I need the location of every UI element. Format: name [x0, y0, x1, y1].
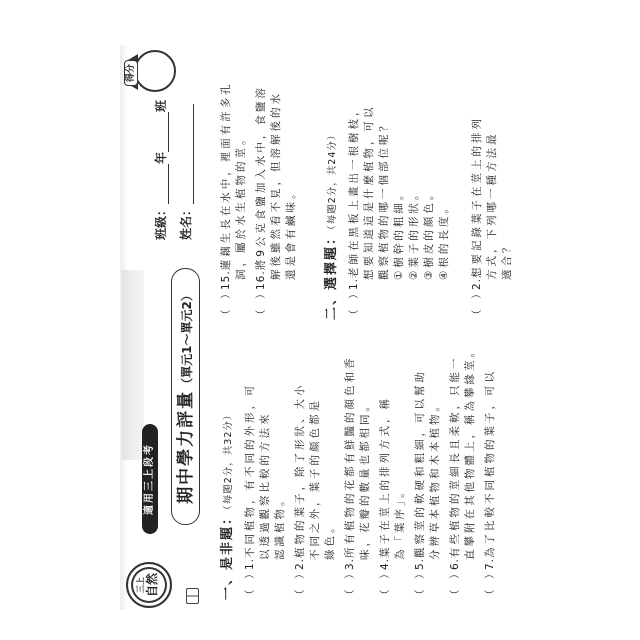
option-text: 樹幹的粗細。 [393, 186, 405, 268]
exam-page [120, 45, 525, 610]
true-false-item [378, 336, 408, 600]
option-number: ③ [423, 267, 435, 280]
answer-blank: （ ） [348, 288, 360, 320]
answer-blank: （ ） [255, 288, 267, 320]
title-units: （單元1～單元2） [180, 289, 194, 390]
question-line: 方式，下列哪一種方法最 [486, 131, 498, 280]
item-line: 為「葉序」。 [394, 484, 406, 560]
section-heading-true-false [217, 336, 238, 600]
option [392, 50, 407, 320]
true-false-item [293, 336, 338, 600]
true-false-item [254, 50, 299, 320]
section-points: （每題2分，共32分） [223, 409, 234, 510]
class-field [153, 100, 169, 240]
item-number: 6. [449, 557, 461, 570]
question-line: 觀察植物的哪一個部位呢？ [378, 118, 390, 280]
section-title: 一、是非題： [220, 509, 235, 600]
item-text: 觀察莖的軟硬和粗細，可以幫助 [414, 368, 426, 558]
question-number: 1. [348, 277, 360, 290]
name-label: 姓名： [179, 203, 193, 240]
item-number: 7. [484, 557, 496, 570]
item-line [243, 336, 258, 600]
item-line: 洞，屬於水生植物的莖。 [235, 131, 247, 280]
answer-blank: （ ） [484, 568, 496, 600]
right-column [219, 50, 523, 320]
seal-grade: 三上 [136, 577, 145, 593]
option-number: ① [393, 267, 405, 280]
year-label: 年 [154, 151, 168, 164]
item-text: 不同植物，有不同的外形，可 [244, 382, 256, 558]
question-line: 想要知道這是什麼植物，可以 [363, 104, 375, 280]
class-unit-label: 班 [154, 99, 168, 112]
item-line [378, 336, 393, 600]
scan-bleed-band [122, 270, 144, 460]
question-line [470, 50, 485, 320]
answer-blank: （ ） [379, 568, 391, 600]
true-false-item [243, 336, 288, 600]
question-line: 適合？ [501, 239, 513, 280]
subject-seal-icon [126, 562, 172, 608]
item-number: 3. [344, 557, 356, 570]
option-text: 樹皮的顏色。 [423, 186, 435, 268]
item-number: 4. [379, 557, 391, 570]
item-text: 所有植物的花都有鮮豔的顏色和香 [344, 355, 356, 558]
item-line: 以透過觀察比較的方法來 [259, 411, 271, 560]
item-line: 味，花瓣的數量也都相同。 [359, 398, 371, 560]
question-text: 想要記錄葉子在莖上的排列 [471, 115, 483, 278]
true-false-item [483, 336, 498, 600]
question-number: 2. [471, 277, 483, 290]
item-number: 2. [294, 557, 306, 570]
item-number: 16. [255, 270, 267, 290]
usage-tag: 適用三上段考 [142, 424, 158, 534]
answer-blank: （ ） [449, 568, 461, 600]
name-field [178, 104, 194, 240]
answer-blank: （ ） [414, 568, 426, 600]
answer-blank: （ ） [244, 568, 256, 600]
item-line: 直攀附在其他物體上，稱為攀緣莖。 [464, 344, 476, 560]
answer-blank: （ ） [294, 568, 306, 600]
item-line: 綠色。 [324, 519, 336, 560]
item-text: 植物的葉子，除了形狀、大小 [294, 382, 306, 558]
item-text: 為了比較不同植物的葉子，可以 [484, 368, 496, 558]
multiple-choice-question [347, 50, 452, 320]
option-text: 葉子的形狀。 [408, 186, 420, 268]
item-line: 認識植物。 [274, 492, 286, 560]
item-number: 1. [244, 557, 256, 570]
item-line [413, 336, 428, 600]
book-icon [186, 588, 199, 604]
true-false-item [448, 336, 478, 600]
question-line [347, 50, 362, 320]
cat-face-score-icon [134, 50, 176, 92]
item-text: 葉子在莖上的排列方式，稱 [379, 395, 391, 558]
option [407, 50, 422, 320]
year-blank [156, 164, 169, 204]
multiple-choice-question [470, 50, 515, 320]
option-number: ④ [438, 267, 450, 280]
title-main: 期中學力評量 [176, 389, 196, 504]
true-false-item [343, 336, 373, 600]
question-text: 老師在黑板上畫出一根樹枝， [348, 102, 360, 278]
option [437, 50, 452, 320]
item-line: 解後雖然看不見，但溶解後的水 [270, 91, 282, 280]
item-line [219, 50, 234, 320]
answer-blank: （ ） [471, 288, 483, 320]
section-points: （每題2分，共24分） [327, 129, 338, 230]
item-line [254, 50, 269, 320]
item-line: 不同之外，葉子的顏色都是 [309, 398, 321, 560]
item-line: 還是會有鹹味。 [285, 185, 297, 280]
answer-blank: （ ） [220, 288, 232, 320]
answer-blank: （ ） [344, 568, 356, 600]
section-title: 二、選擇題： [324, 229, 339, 320]
item-line: 分辨草本植物和木本植物。 [429, 398, 441, 560]
item-number: 5. [414, 557, 426, 570]
name-blank [181, 104, 194, 204]
page-title [171, 268, 200, 525]
item-number: 15. [220, 270, 232, 290]
seal-subject: 自然 [145, 573, 159, 598]
option [422, 50, 437, 320]
item-text: 有些植物的莖細長且柔軟，只能一 [449, 355, 461, 558]
true-false-item [413, 336, 443, 600]
score-label: 得分 [124, 60, 138, 86]
option-text: 根的長度。 [438, 200, 450, 268]
item-text: 蓮藕生長在水中，裡面有許多孔 [220, 81, 232, 271]
item-line [293, 336, 308, 600]
score-box [124, 48, 176, 96]
item-line [483, 336, 498, 600]
section-heading-multiple-choice [321, 50, 342, 320]
class-blank [156, 112, 169, 152]
item-line [448, 336, 463, 600]
option-number: ② [408, 267, 420, 280]
left-column [217, 336, 517, 600]
item-line [343, 336, 358, 600]
item-text: 將9公克食鹽加入水中，食鹽溶 [255, 85, 267, 271]
true-false-item [219, 50, 249, 320]
class-label: 班級： [154, 203, 168, 240]
